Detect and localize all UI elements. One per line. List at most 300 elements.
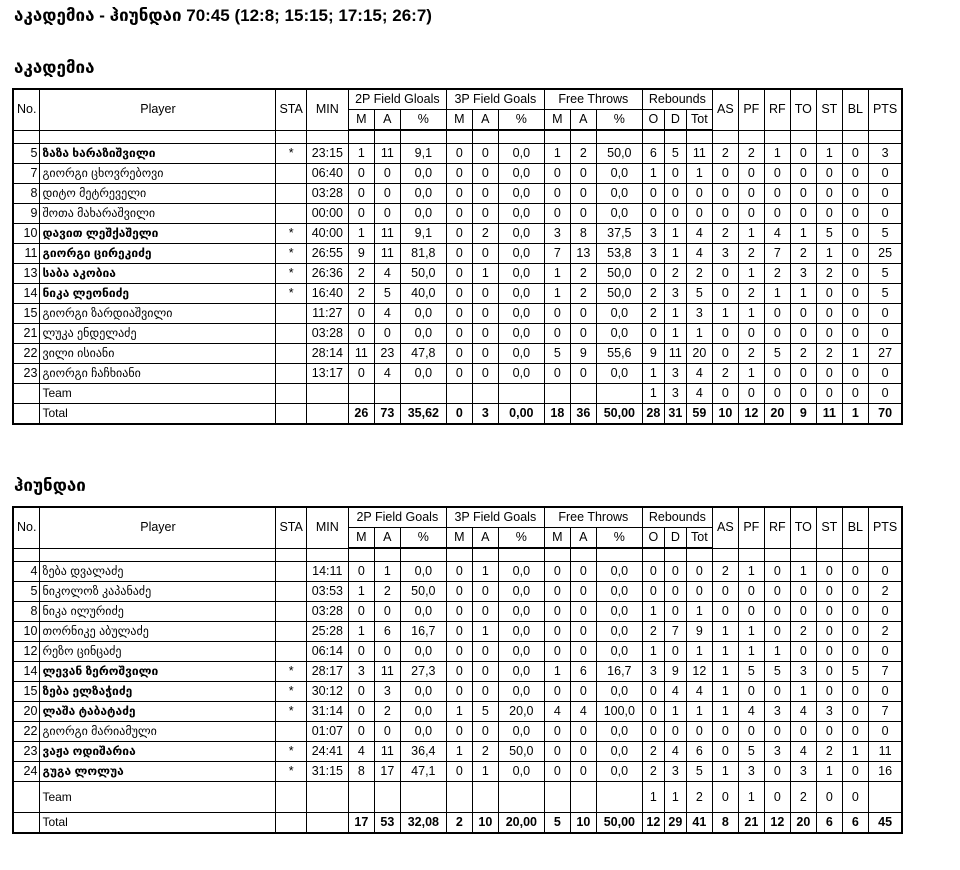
player-number: 14 bbox=[13, 662, 40, 682]
stat-pts: 0 bbox=[868, 164, 902, 184]
player-row bbox=[13, 682, 902, 702]
stat-fg2m: 0 bbox=[348, 642, 374, 662]
stat-pts: 27 bbox=[868, 344, 902, 364]
stat-o: 2 bbox=[642, 742, 664, 762]
header-fg2_alt: 2P Field Goals bbox=[348, 507, 446, 528]
player-row bbox=[13, 284, 902, 304]
stat-fg3a: 0 bbox=[472, 364, 498, 384]
stat-tot: 4 bbox=[686, 244, 712, 264]
stat-o: 9 bbox=[642, 344, 664, 364]
stat-fg3p: 0,0 bbox=[498, 224, 544, 244]
team-row bbox=[13, 782, 902, 813]
stat-fta: 2 bbox=[570, 264, 596, 284]
stat-ftm: 0 bbox=[544, 164, 570, 184]
header-min: MIN bbox=[306, 89, 348, 130]
spacer-row bbox=[13, 130, 902, 144]
stat-as: 2 bbox=[712, 144, 738, 164]
header-pf: PF bbox=[738, 507, 764, 548]
total-stat-fg3a: 3 bbox=[472, 404, 498, 425]
minutes: 24:41 bbox=[306, 742, 348, 762]
stat-rf: 0 bbox=[764, 622, 790, 642]
team-stat-pf: 1 bbox=[738, 782, 764, 813]
stat-as: 1 bbox=[712, 642, 738, 662]
header-a: A bbox=[570, 110, 596, 131]
total-stat-ftm: 5 bbox=[544, 813, 570, 834]
stat-fg3p: 0,0 bbox=[498, 722, 544, 742]
stat-ftp: 50,0 bbox=[596, 144, 642, 164]
stat-pts: 5 bbox=[868, 224, 902, 244]
header-ft: Free Throws bbox=[544, 507, 642, 528]
stat-ftp: 50,0 bbox=[596, 284, 642, 304]
stat-fg2a: 4 bbox=[374, 264, 400, 284]
stat-ftp: 55,6 bbox=[596, 344, 642, 364]
stat-fg3a: 0 bbox=[472, 662, 498, 682]
team-stat-pts bbox=[868, 782, 902, 813]
spacer-row bbox=[13, 548, 902, 562]
stat-as: 0 bbox=[712, 602, 738, 622]
header-reb: Rebounds bbox=[642, 89, 712, 110]
header-fg3: 3P Field Goals bbox=[446, 89, 544, 110]
starter-mark: * bbox=[276, 224, 306, 244]
header-pct: % bbox=[498, 528, 544, 549]
stat-d: 1 bbox=[664, 224, 686, 244]
stat-rf: 1 bbox=[764, 144, 790, 164]
total-label: Total bbox=[40, 813, 276, 834]
stat-rf: 1 bbox=[764, 642, 790, 662]
team-stat-tot: 2 bbox=[686, 782, 712, 813]
stat-o: 1 bbox=[642, 642, 664, 662]
stat-fg2m: 0 bbox=[348, 722, 374, 742]
stat-st: 0 bbox=[816, 622, 842, 642]
stat-ftp: 0,0 bbox=[596, 562, 642, 582]
stat-pts: 0 bbox=[868, 304, 902, 324]
stat-fg3a: 0 bbox=[472, 344, 498, 364]
stat-pts: 5 bbox=[868, 284, 902, 304]
stat-bl: 0 bbox=[842, 164, 868, 184]
stat-fta: 0 bbox=[570, 204, 596, 224]
stat-fta: 0 bbox=[570, 304, 596, 324]
stat-o: 1 bbox=[642, 364, 664, 384]
stat-pf: 1 bbox=[738, 224, 764, 244]
stat-ftm: 0 bbox=[544, 762, 570, 782]
stat-pf: 2 bbox=[738, 244, 764, 264]
stat-fg2m: 0 bbox=[348, 562, 374, 582]
stat-rf: 1 bbox=[764, 284, 790, 304]
stat-as: 2 bbox=[712, 364, 738, 384]
total-stat-bl: 6 bbox=[842, 813, 868, 834]
minutes: 03:28 bbox=[306, 602, 348, 622]
starter-mark: * bbox=[276, 682, 306, 702]
stat-pts: 0 bbox=[868, 364, 902, 384]
total-stat-fg2p: 32,08 bbox=[400, 813, 446, 834]
stat-rf: 0 bbox=[764, 204, 790, 224]
stat-fg2m: 0 bbox=[348, 364, 374, 384]
player-row bbox=[13, 702, 902, 722]
header-a: A bbox=[374, 528, 400, 549]
stat-fg3a: 1 bbox=[472, 622, 498, 642]
stat-fg2a: 1 bbox=[374, 562, 400, 582]
stat-fg3m: 0 bbox=[446, 364, 472, 384]
header-m: M bbox=[348, 528, 374, 549]
stat-ftp: 0,0 bbox=[596, 204, 642, 224]
header-sta: STA bbox=[276, 507, 306, 548]
stat-fg2a: 11 bbox=[374, 144, 400, 164]
player-name: გიორგი ჩაჩხიანი bbox=[40, 364, 276, 384]
stat-fg3a: 0 bbox=[472, 184, 498, 204]
starter-mark: * bbox=[276, 762, 306, 782]
stat-fg3m: 0 bbox=[446, 224, 472, 244]
stat-o: 0 bbox=[642, 582, 664, 602]
stat-tot: 4 bbox=[686, 224, 712, 244]
stat-to: 2 bbox=[790, 622, 816, 642]
total-stat-pf: 12 bbox=[738, 404, 764, 425]
player-number: 20 bbox=[13, 702, 40, 722]
minutes: 23:15 bbox=[306, 144, 348, 164]
stat-o: 2 bbox=[642, 622, 664, 642]
total-stat-to: 20 bbox=[790, 813, 816, 834]
player-number: 8 bbox=[13, 184, 40, 204]
stat-d: 0 bbox=[664, 722, 686, 742]
stat-to: 1 bbox=[790, 224, 816, 244]
total-stat-fg3a: 10 bbox=[472, 813, 498, 834]
stat-as: 1 bbox=[712, 762, 738, 782]
stat-pf: 1 bbox=[738, 562, 764, 582]
stat-fg3p: 0,0 bbox=[498, 284, 544, 304]
stat-ftm: 0 bbox=[544, 204, 570, 224]
team-stat-d: 3 bbox=[664, 384, 686, 404]
stat-rf: 0 bbox=[764, 184, 790, 204]
stat-ftp: 0,0 bbox=[596, 762, 642, 782]
stat-to: 4 bbox=[790, 742, 816, 762]
stat-rf: 0 bbox=[764, 364, 790, 384]
stat-fta: 2 bbox=[570, 144, 596, 164]
total-stat-ftp: 50,00 bbox=[596, 404, 642, 425]
header-row bbox=[13, 89, 902, 110]
stat-pts: 0 bbox=[868, 184, 902, 204]
stat-fg2p: 0,0 bbox=[400, 304, 446, 324]
starter-mark: * bbox=[276, 702, 306, 722]
player-row bbox=[13, 224, 902, 244]
stat-fta: 9 bbox=[570, 344, 596, 364]
minutes: 31:14 bbox=[306, 702, 348, 722]
stat-fg3m: 0 bbox=[446, 344, 472, 364]
stat-ftp: 0,0 bbox=[596, 722, 642, 742]
minutes: 06:14 bbox=[306, 642, 348, 662]
stat-fg3m: 0 bbox=[446, 562, 472, 582]
stat-fg2p: 81,8 bbox=[400, 244, 446, 264]
stat-fta: 4 bbox=[570, 702, 596, 722]
stat-fg2m: 4 bbox=[348, 742, 374, 762]
stat-fg2p: 0,0 bbox=[400, 184, 446, 204]
header-tot: Tot bbox=[686, 528, 712, 549]
stat-to: 3 bbox=[790, 264, 816, 284]
player-name: დიტო მეტრეველი bbox=[40, 184, 276, 204]
stat-fg2p: 0,0 bbox=[400, 204, 446, 224]
stat-pts: 0 bbox=[868, 204, 902, 224]
stat-as: 0 bbox=[712, 204, 738, 224]
stat-pts: 0 bbox=[868, 562, 902, 582]
header-row bbox=[13, 507, 902, 528]
stat-as: 0 bbox=[712, 184, 738, 204]
team-title-away: ჰიუნდაი bbox=[14, 476, 86, 495]
total-stat-pf: 21 bbox=[738, 813, 764, 834]
minutes: 03:28 bbox=[306, 184, 348, 204]
total-stat-ftp: 50,00 bbox=[596, 813, 642, 834]
stat-as: 1 bbox=[712, 682, 738, 702]
stat-bl: 1 bbox=[842, 344, 868, 364]
player-name: ლაშა ტაბატაძე bbox=[40, 702, 276, 722]
stat-fg2p: 0,0 bbox=[400, 722, 446, 742]
stat-d: 0 bbox=[664, 164, 686, 184]
stat-fg3p: 0,0 bbox=[498, 602, 544, 622]
stat-st: 2 bbox=[816, 264, 842, 284]
player-row bbox=[13, 164, 902, 184]
stat-fta: 0 bbox=[570, 184, 596, 204]
player-name: ზება დვალაძე bbox=[40, 562, 276, 582]
stat-fg3p: 0,0 bbox=[498, 682, 544, 702]
stat-fg3a: 2 bbox=[472, 224, 498, 244]
total-row bbox=[13, 404, 902, 425]
stat-st: 0 bbox=[816, 582, 842, 602]
stat-o: 3 bbox=[642, 662, 664, 682]
stat-fg2p: 0,0 bbox=[400, 642, 446, 662]
stat-bl: 0 bbox=[842, 204, 868, 224]
stat-fg3m: 0 bbox=[446, 582, 472, 602]
header-fg3: 3P Field Goals bbox=[446, 507, 544, 528]
starter-mark bbox=[276, 582, 306, 602]
player-row bbox=[13, 602, 902, 622]
header-m: M bbox=[446, 110, 472, 131]
player-name: ნიკოლოზ კაპანაძე bbox=[40, 582, 276, 602]
player-row bbox=[13, 762, 902, 782]
stat-rf: 3 bbox=[764, 742, 790, 762]
stat-fg3m: 0 bbox=[446, 324, 472, 344]
stat-fta: 2 bbox=[570, 284, 596, 304]
stat-st: 0 bbox=[816, 184, 842, 204]
stat-st: 2 bbox=[816, 742, 842, 762]
team-row-label: Team bbox=[40, 782, 276, 813]
stat-fta: 0 bbox=[570, 602, 596, 622]
stat-pts: 0 bbox=[868, 642, 902, 662]
stat-o: 0 bbox=[642, 702, 664, 722]
starter-mark: * bbox=[276, 284, 306, 304]
team-stat-st: 0 bbox=[816, 782, 842, 813]
stat-o: 0 bbox=[642, 184, 664, 204]
starter-mark bbox=[276, 304, 306, 324]
stat-st: 0 bbox=[816, 164, 842, 184]
stat-fg2p: 50,0 bbox=[400, 582, 446, 602]
player-name: ზება ელზაჭიძე bbox=[40, 682, 276, 702]
stat-fg2a: 0 bbox=[374, 204, 400, 224]
player-name: ლევან ზეროშვილი bbox=[40, 662, 276, 682]
stat-ftm: 0 bbox=[544, 324, 570, 344]
stat-d: 4 bbox=[664, 742, 686, 762]
stat-fta: 0 bbox=[570, 642, 596, 662]
stat-ftm: 0 bbox=[544, 742, 570, 762]
stat-as: 0 bbox=[712, 284, 738, 304]
stat-fg3a: 0 bbox=[472, 144, 498, 164]
header-rf: RF bbox=[764, 507, 790, 548]
player-row bbox=[13, 742, 902, 762]
stat-fg2a: 11 bbox=[374, 742, 400, 762]
team-stat-pts: 0 bbox=[868, 384, 902, 404]
stat-fta: 6 bbox=[570, 662, 596, 682]
stat-ftm: 1 bbox=[544, 662, 570, 682]
stat-pts: 3 bbox=[868, 144, 902, 164]
stat-pts: 7 bbox=[868, 662, 902, 682]
stat-fg2p: 0,0 bbox=[400, 702, 446, 722]
stat-d: 0 bbox=[664, 204, 686, 224]
player-name: დავით ლეშქაშელი bbox=[40, 224, 276, 244]
header-d: D bbox=[664, 528, 686, 549]
total-label: Total bbox=[40, 404, 276, 425]
team-stat-tot: 4 bbox=[686, 384, 712, 404]
stat-fg3p: 0,0 bbox=[498, 184, 544, 204]
header-bl: BL bbox=[842, 507, 868, 548]
header-fg2: 2P Field Gloals bbox=[348, 89, 446, 110]
total-row bbox=[13, 813, 902, 834]
team-stat-o: 1 bbox=[642, 782, 664, 813]
player-name: ზაზა ხარაზიშვილი bbox=[40, 144, 276, 164]
stat-rf: 0 bbox=[764, 562, 790, 582]
stat-d: 7 bbox=[664, 622, 686, 642]
stat-fg3p: 0,0 bbox=[498, 662, 544, 682]
stat-to: 0 bbox=[790, 364, 816, 384]
stat-tot: 0 bbox=[686, 582, 712, 602]
stat-pf: 3 bbox=[738, 762, 764, 782]
stat-to: 0 bbox=[790, 204, 816, 224]
stat-fg3a: 0 bbox=[472, 204, 498, 224]
stat-fg2p: 50,0 bbox=[400, 264, 446, 284]
stat-fg3a: 1 bbox=[472, 762, 498, 782]
header-st: ST bbox=[816, 89, 842, 130]
stat-fg2a: 3 bbox=[374, 682, 400, 702]
header-to: TO bbox=[790, 507, 816, 548]
stat-ftp: 0,0 bbox=[596, 184, 642, 204]
stat-tot: 5 bbox=[686, 762, 712, 782]
stat-fg3p: 0,0 bbox=[498, 204, 544, 224]
stat-to: 4 bbox=[790, 702, 816, 722]
team-stat-as: 0 bbox=[712, 782, 738, 813]
stat-o: 0 bbox=[642, 722, 664, 742]
stat-tot: 5 bbox=[686, 284, 712, 304]
stat-fg2m: 0 bbox=[348, 204, 374, 224]
player-name: გიორგი ზარდიაშვილი bbox=[40, 304, 276, 324]
player-name: გიორგი ცხოვრებოვი bbox=[40, 164, 276, 184]
header-as: AS bbox=[712, 89, 738, 130]
stat-bl: 0 bbox=[842, 284, 868, 304]
stat-bl: 0 bbox=[842, 224, 868, 244]
stat-d: 1 bbox=[664, 324, 686, 344]
total-stat-rf: 20 bbox=[764, 404, 790, 425]
stat-ftm: 0 bbox=[544, 642, 570, 662]
stat-to: 0 bbox=[790, 164, 816, 184]
team-stat-rf: 0 bbox=[764, 384, 790, 404]
starter-mark bbox=[276, 344, 306, 364]
player-name: გიორგი მარიამული bbox=[40, 722, 276, 742]
stat-d: 0 bbox=[664, 562, 686, 582]
minutes: 28:14 bbox=[306, 344, 348, 364]
stat-fta: 0 bbox=[570, 582, 596, 602]
header-ft: Free Throws bbox=[544, 89, 642, 110]
stat-to: 0 bbox=[790, 642, 816, 662]
header-a: A bbox=[374, 110, 400, 131]
stat-fg3m: 0 bbox=[446, 682, 472, 702]
stat-fg2p: 0,0 bbox=[400, 164, 446, 184]
header-min: MIN bbox=[306, 507, 348, 548]
player-row bbox=[13, 324, 902, 344]
stat-fg2m: 1 bbox=[348, 582, 374, 602]
stat-as: 0 bbox=[712, 344, 738, 364]
stat-o: 1 bbox=[642, 602, 664, 622]
stat-st: 1 bbox=[816, 144, 842, 164]
stat-bl: 0 bbox=[842, 582, 868, 602]
stat-to: 1 bbox=[790, 284, 816, 304]
stat-fg2p: 0,0 bbox=[400, 324, 446, 344]
stat-to: 1 bbox=[790, 562, 816, 582]
stat-fg2a: 5 bbox=[374, 284, 400, 304]
stat-bl: 0 bbox=[842, 304, 868, 324]
team-title-home: აკადემია bbox=[14, 58, 95, 77]
total-stat-fg2m: 26 bbox=[348, 404, 374, 425]
stat-fg2p: 40,0 bbox=[400, 284, 446, 304]
player-row bbox=[13, 184, 902, 204]
stat-fg2p: 0,0 bbox=[400, 562, 446, 582]
player-number: 12 bbox=[13, 642, 40, 662]
header-pct: % bbox=[596, 528, 642, 549]
stat-fg3a: 0 bbox=[472, 642, 498, 662]
player-row bbox=[13, 144, 902, 164]
stat-fta: 0 bbox=[570, 762, 596, 782]
stat-rf: 0 bbox=[764, 324, 790, 344]
header-pct: % bbox=[596, 110, 642, 131]
stat-fg2a: 0 bbox=[374, 722, 400, 742]
stat-fg3a: 1 bbox=[472, 562, 498, 582]
team-row-label: Team bbox=[40, 384, 276, 404]
stat-st: 0 bbox=[816, 562, 842, 582]
stat-fg3p: 0,0 bbox=[498, 582, 544, 602]
header-pct: % bbox=[400, 110, 446, 131]
stat-pf: 0 bbox=[738, 184, 764, 204]
stat-o: 1 bbox=[642, 164, 664, 184]
stat-fg2m: 0 bbox=[348, 304, 374, 324]
total-stat-d: 31 bbox=[664, 404, 686, 425]
stat-as: 0 bbox=[712, 582, 738, 602]
stat-fg2p: 0,0 bbox=[400, 682, 446, 702]
stat-pf: 0 bbox=[738, 602, 764, 622]
stat-fg3m: 0 bbox=[446, 164, 472, 184]
stat-st: 0 bbox=[816, 324, 842, 344]
stat-as: 1 bbox=[712, 622, 738, 642]
minutes: 40:00 bbox=[306, 224, 348, 244]
stat-fg2m: 1 bbox=[348, 224, 374, 244]
header-no: No. bbox=[13, 89, 40, 130]
stat-fg3m: 0 bbox=[446, 662, 472, 682]
stat-as: 0 bbox=[712, 264, 738, 284]
stat-rf: 0 bbox=[764, 602, 790, 622]
stat-tot: 4 bbox=[686, 682, 712, 702]
minutes: 03:53 bbox=[306, 582, 348, 602]
stat-as: 0 bbox=[712, 742, 738, 762]
minutes: 25:28 bbox=[306, 622, 348, 642]
stat-tot: 0 bbox=[686, 562, 712, 582]
player-row bbox=[13, 662, 902, 682]
header-pts: PTS bbox=[868, 507, 902, 548]
stat-d: 11 bbox=[664, 344, 686, 364]
stat-fg3a: 0 bbox=[472, 244, 498, 264]
stat-st: 0 bbox=[816, 602, 842, 622]
stat-bl: 0 bbox=[842, 762, 868, 782]
